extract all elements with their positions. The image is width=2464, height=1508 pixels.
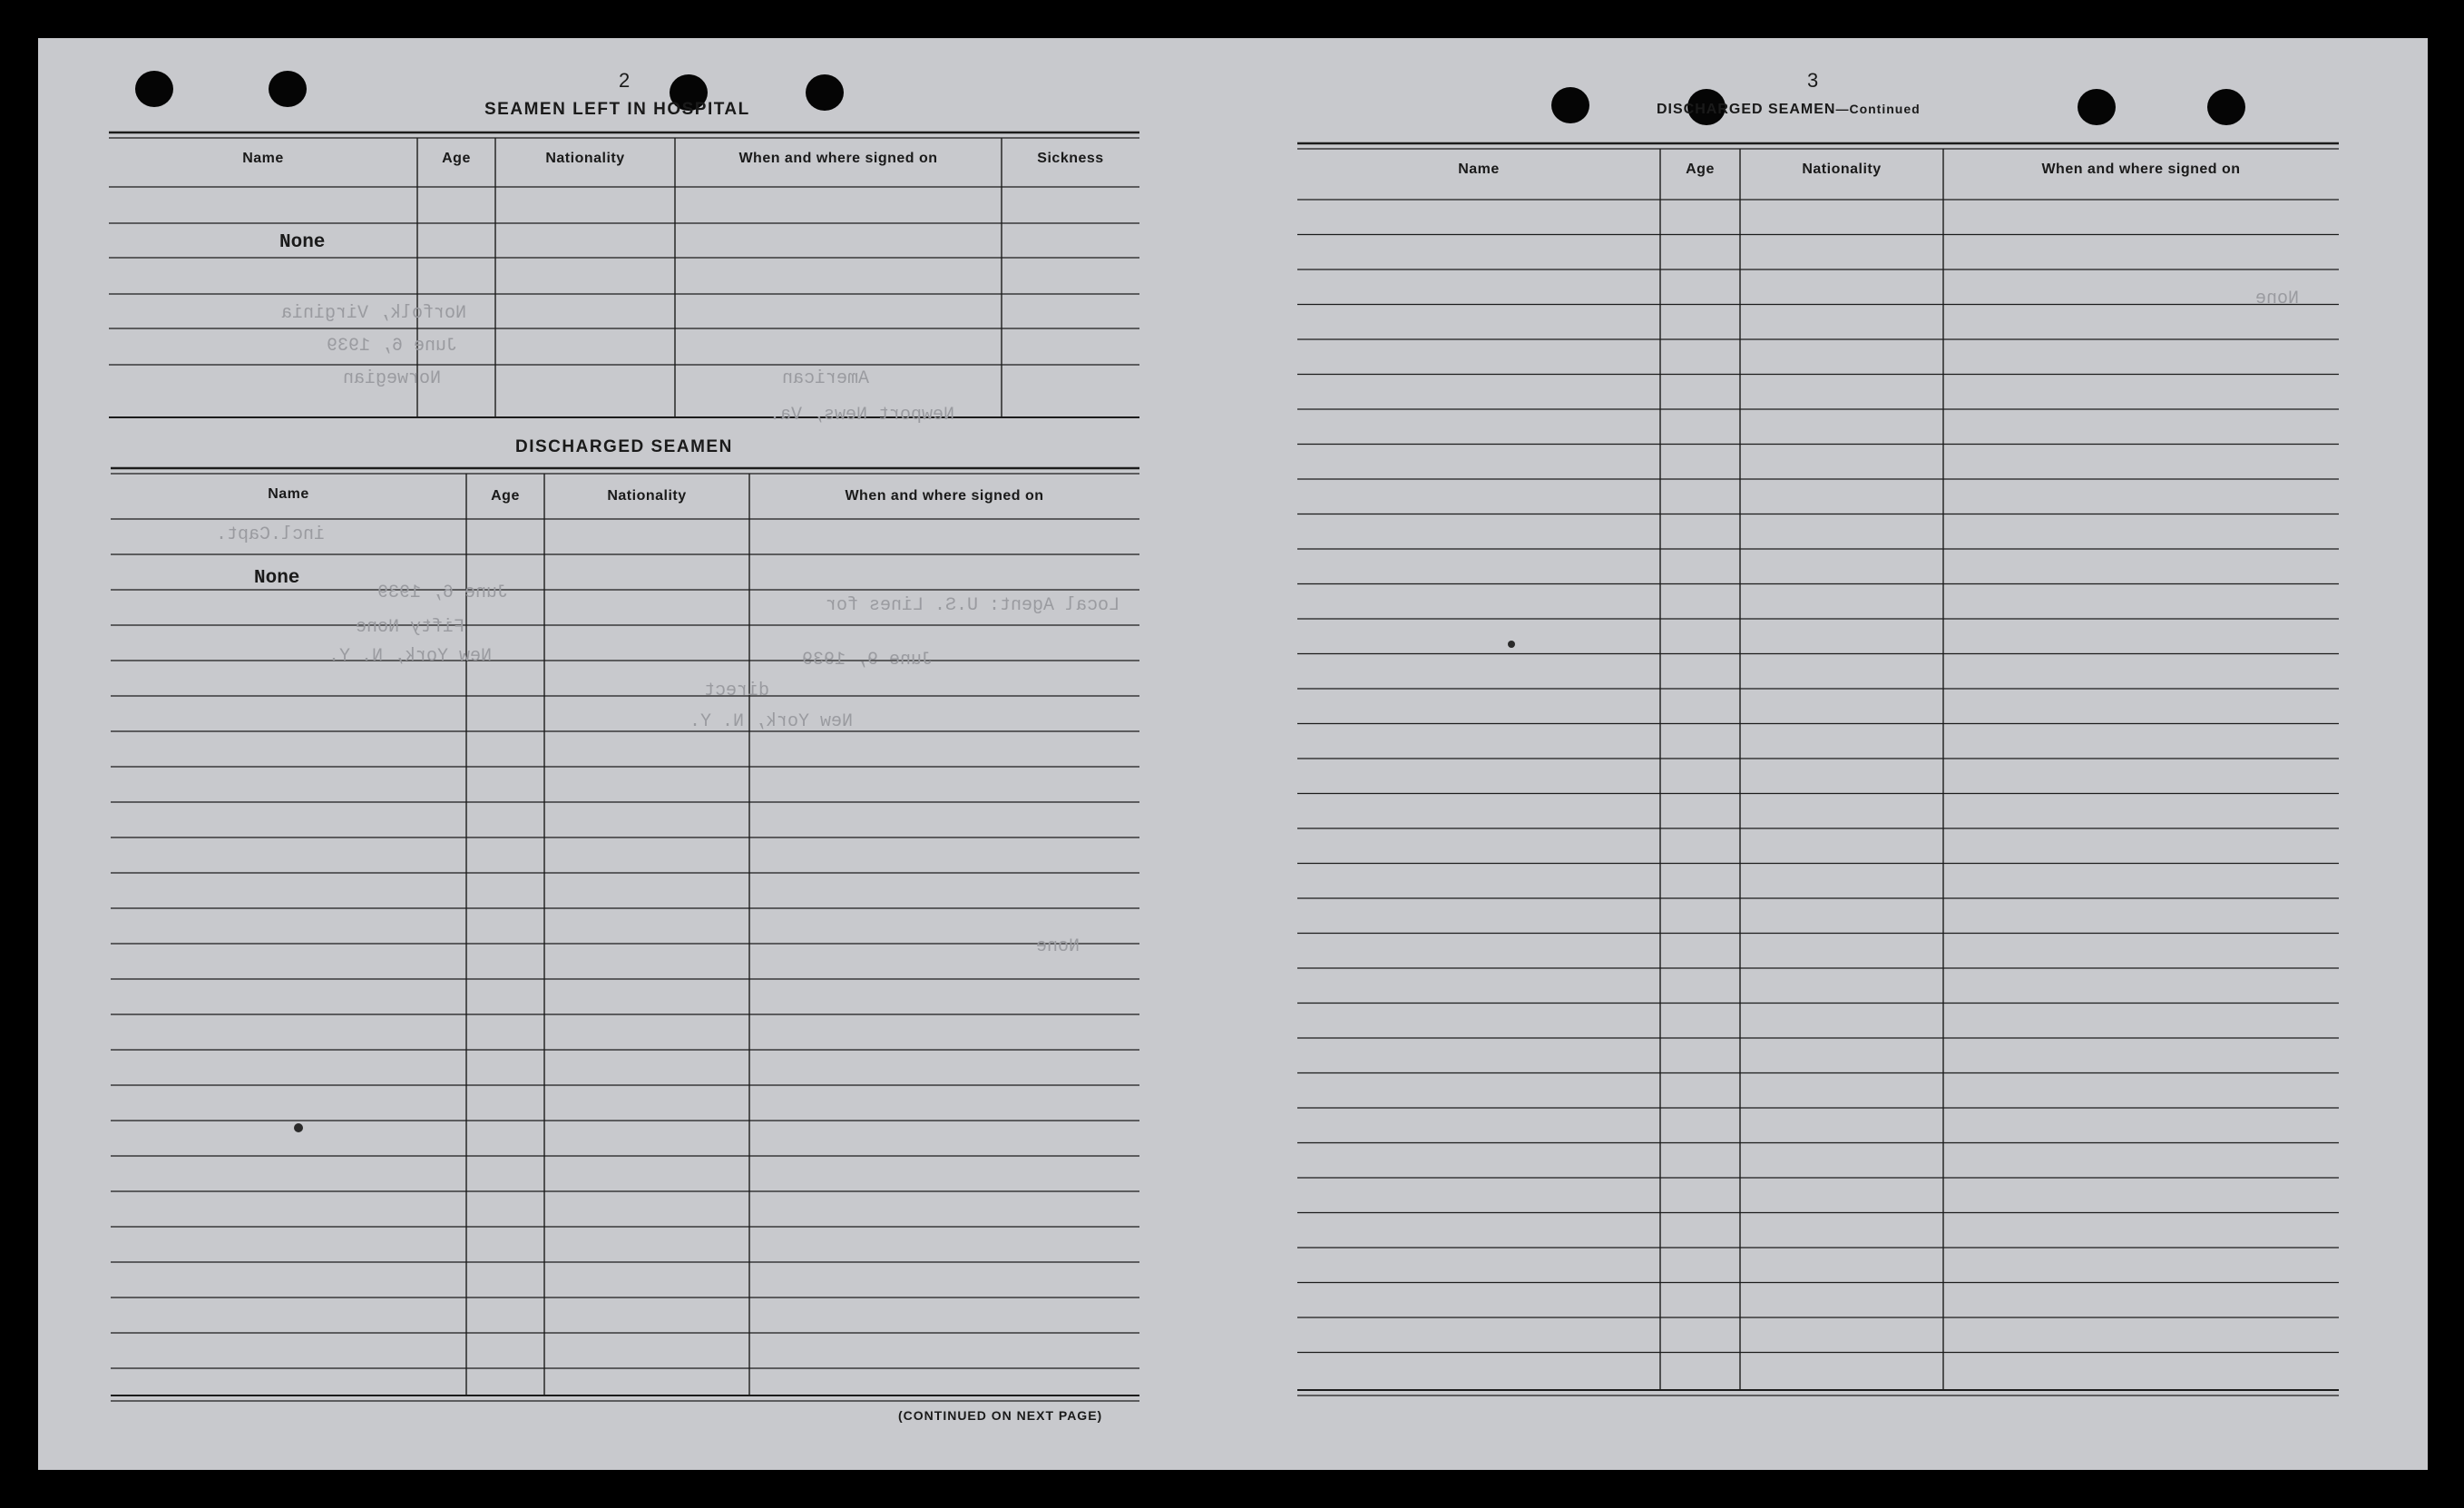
ink-speck bbox=[294, 1123, 303, 1132]
table-rules bbox=[38, 38, 2428, 1470]
bleed-through-text: Fifty None bbox=[356, 617, 465, 638]
bleed-through-text: None bbox=[2255, 289, 2300, 309]
hospital-entry-none: None bbox=[279, 232, 326, 253]
bleed-through-text: New York, N. Y. bbox=[689, 711, 854, 732]
hospital-col-signed-on: When and where signed on bbox=[738, 151, 938, 166]
hospital-col-nationality: Nationality bbox=[545, 151, 625, 166]
page-number-right: 3 bbox=[1807, 69, 1819, 92]
right-col-name: Name bbox=[1458, 162, 1500, 177]
scanned-sheet bbox=[38, 38, 2428, 1470]
right-col-age: Age bbox=[1686, 162, 1715, 177]
right-col-nationality: Nationality bbox=[1802, 162, 1882, 177]
right-title-suffix: —Continued bbox=[1835, 102, 1921, 116]
bleed-through-text: Local Agent: U.S. Lines for bbox=[826, 595, 1120, 616]
discharged-col-nationality: Nationality bbox=[607, 488, 687, 504]
discharged-col-name: Name bbox=[268, 486, 309, 502]
right-title-main: DISCHARGED SEAMEN bbox=[1657, 102, 1836, 117]
discharged-col-signed-on: When and where signed on bbox=[845, 488, 1044, 504]
bleed-through-text: Newport News, Va. bbox=[769, 405, 955, 426]
page-number-left: 2 bbox=[619, 69, 631, 92]
bleed-through-text: June 6, 1939 bbox=[377, 583, 509, 603]
bleed-through-text: New York, N. Y. bbox=[328, 646, 493, 667]
discharged-entry-none: None bbox=[254, 568, 300, 589]
ink-speck bbox=[1508, 641, 1515, 648]
bleed-through-text: Norfolk, Virginia bbox=[281, 303, 467, 324]
right-page-title bbox=[1657, 102, 1921, 118]
bleed-through-text: direct bbox=[704, 681, 770, 701]
bleed-through-text: June 9, 1939 bbox=[802, 650, 934, 671]
bleed-through-text: incl.Capt. bbox=[216, 524, 326, 545]
discharged-col-age: Age bbox=[491, 488, 520, 504]
continued-note: (CONTINUED ON NEXT PAGE) bbox=[898, 1408, 1103, 1423]
bleed-through-text: American bbox=[782, 368, 870, 389]
right-col-signed-on: When and where signed on bbox=[2041, 162, 2241, 177]
bleed-through-text: June 6, 1939 bbox=[327, 336, 458, 357]
hospital-section-title: SEAMEN LEFT IN HOSPITAL bbox=[484, 100, 750, 119]
bleed-through-text: None bbox=[1036, 936, 1080, 957]
discharged-section-title: DISCHARGED SEAMEN bbox=[515, 437, 733, 456]
hospital-col-age: Age bbox=[442, 151, 471, 166]
bleed-through-text: Norwegian bbox=[343, 368, 442, 389]
hospital-col-sickness: Sickness bbox=[1037, 151, 1104, 166]
hospital-col-name: Name bbox=[242, 151, 284, 166]
